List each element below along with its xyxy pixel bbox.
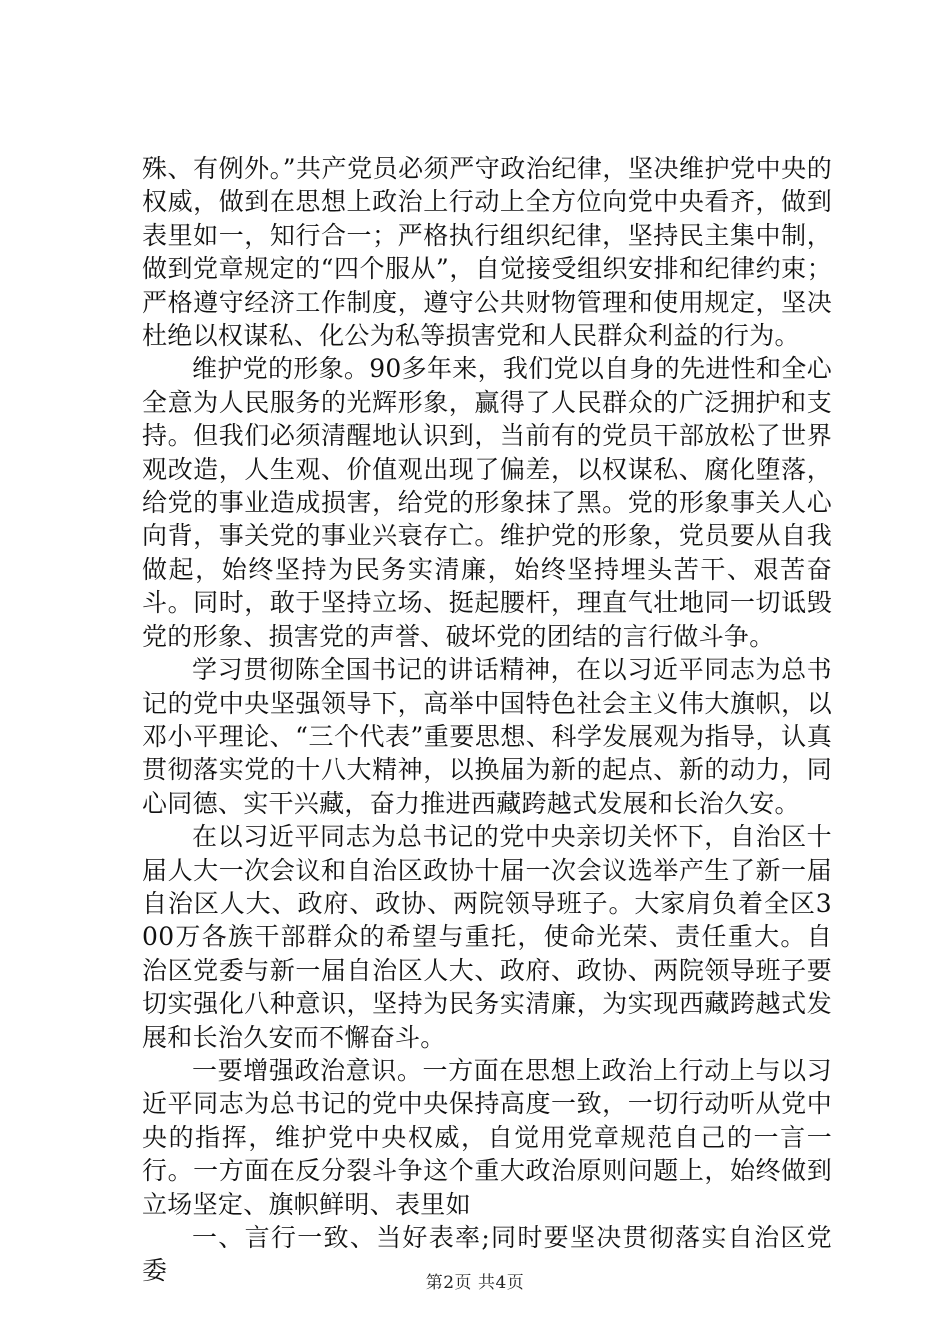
document-body: [142, 152, 832, 1288]
paragraph-1: 殊、有例外。”共产党员必须严守政治纪律，坚决维护党中央的权威，做到在思想上政治上行动上全方位向党中央看齐，做到表里如一，知行合一；严格执行组织纪律，坚持民主集中制，做到党章规定的“四个服从”，自觉接受组织安排和纪律约束；严格遵守经济工作制度，遵守公共财物管理和使用规定，坚决杜绝以权谋私、化公为私等损害党和人民群众利益的行为。: [142, 154, 832, 351]
paragraph-3: 学习贯彻陈全国书记的讲话精神，在以习近平同志为总书记的党中央坚强领导下，高举中国特色社会主义伟大旗帜，以邓小平理论、“三个代表”重要思想、科学发展观为指导，认真贯彻落实党的十八大精神，以换届为新的起点、新的动力，同心同德、实干兴藏，奋力推进西藏跨越式发展和长治久安。: [142, 655, 832, 818]
paragraph-5: 一要增强政治意识。一方面在思想上政治上行动上与以习近平同志为总书记的党中央保持高度一致，一切行动听从党中央的指挥，维护党中央权威，自觉用党章规范自己的一言一行。一方面在反分裂斗争这个重大政治原则问题上，始终做到立场坚定、旗帜鲜明、表里如: [142, 1055, 832, 1219]
page-number-footer: 第2页 共4页: [425, 1273, 525, 1293]
paragraph-2: 维护党的形象。90多年来，我们党以自身的先进性和全心全意为人民服务的光辉形象，赢得了人民群众的广泛拥护和支持。但我们必须清醒地认识到，当前有的党员干部放松了世界观改造，人生观、价值观出现了偏差，以权谋私、腐化堕落，给党的事业造成损害，给党的形象抹了黑。党的形象事关人心向背，事关党的事业兴衰存亡。维护党的形象，党员要从自我做起，始终坚持为民务实清廉，始终坚持埋头苦干、艰苦奋斗。同时，敢于坚持立场、挺起腰杆，理直气壮地同一切诋毁党的形象、损害党的声誉、破坏党的团结的言行做斗争。: [142, 354, 832, 651]
paragraph-6: 一、言行一致、当好表率;同时要坚决贯彻落实自治区党委: [142, 1223, 832, 1286]
paragraph-4: 在以习近平同志为总书记的党中央亲切关怀下，自治区十届人大一次会议和自治区政协十届一次会议选举产生了新一届自治区人大、政府、政协、两院领导班子。大家肩负着全区300万各族干部群众的希望与重托，使命光荣、责任重大。自治区党委与新一届自治区人大、政府、政协、两院领导班子要切实强化八种意识，坚持为民务实清廉，为实现西藏跨越式发展和长治久安而不懈奋斗。: [142, 822, 832, 1052]
